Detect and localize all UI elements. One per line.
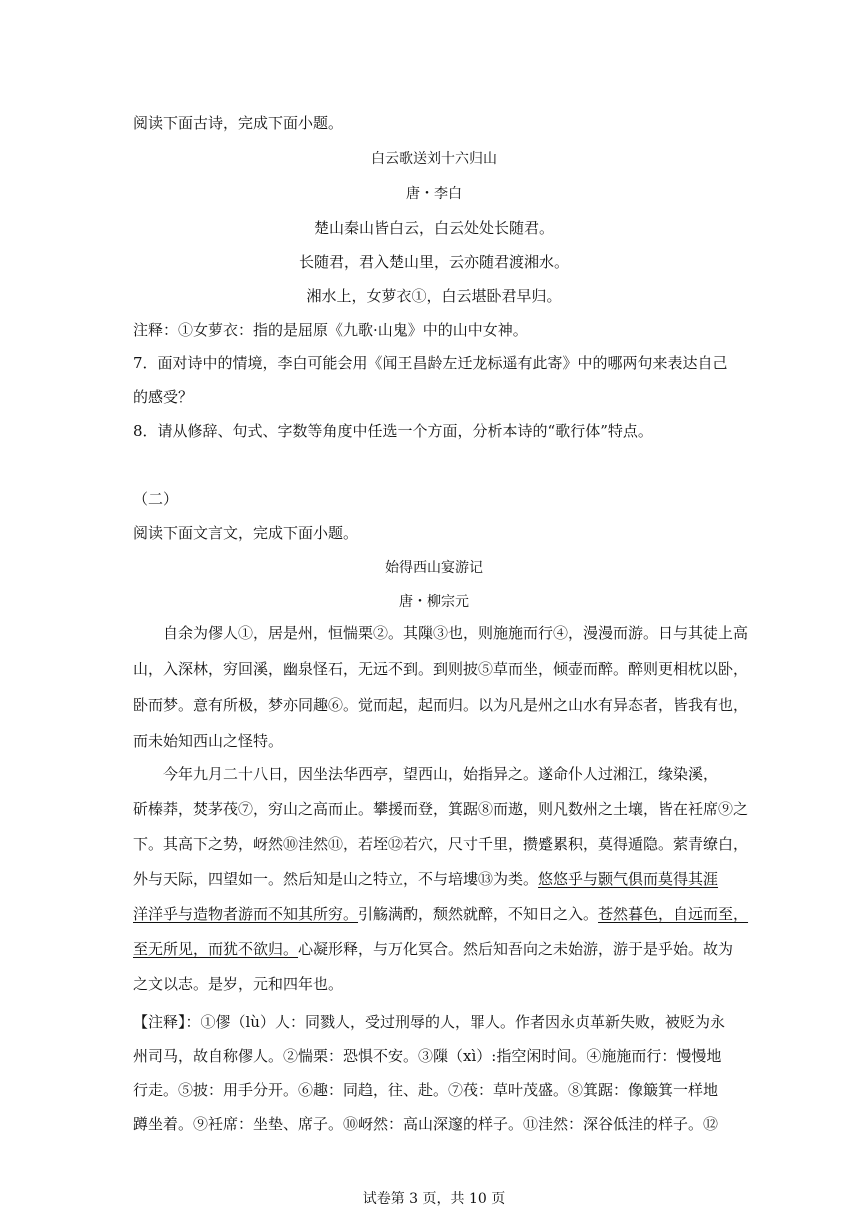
prose-line-3: 卧而梦。意有所极，梦亦同趣⑥。觉而起，起而归。以为凡是州之山水有异态者，皆我有也，	[133, 696, 749, 714]
prose-line-5: 今年九月二十八日，因坐法华西亭，望西山，始指异之。遂命仆人过湘江，缘染溪，	[133, 765, 719, 783]
prose-line-6: 斫榛莽，焚茅茷⑦，穷山之高而止。攀援而登，箕踞⑧而遨，则凡数州之土壤，皆在衽席⑨之	[133, 800, 749, 818]
prose-line-11: 之文以志。是岁，元和四年也。	[133, 975, 344, 993]
underlined-sentence-2b: 至无所见，而犹不欲归。	[133, 940, 299, 958]
prose-title: 始得西山宴游记	[385, 560, 483, 576]
poem-line-2: 长随君，君入楚山里，云亦随君渡湘水。	[298, 253, 569, 271]
prose-author: 唐・柳宗元	[399, 594, 469, 610]
poem-title: 白云歌送刘十六归山	[371, 151, 497, 167]
poem-note: 注释：①女萝衣：指的是屈原《九歌·山鬼》中的山中女神。	[133, 321, 528, 339]
question-7-line-2: 的感受？	[133, 388, 194, 406]
underlined-sentence-1b: 洋洋乎与造物者游而不知其所穷。	[133, 905, 359, 923]
poem-line-3: 湘水上，女萝衣①，白云堪卧君早归。	[306, 287, 562, 305]
prose-line-4: 而未始知西山之怪特。	[133, 732, 284, 750]
page-footer: 试卷第 3 页，共 10 页	[362, 1191, 506, 1207]
notes-line-2: 州司马，故自称僇人。②惴栗：恐惧不安。③隟（xì）:指空闲时间。④施施而行：慢慢地	[133, 1047, 722, 1065]
prose-line-9	[133, 903, 748, 924]
question-7-line-1: 7．面对诗中的情境，李白可能会用《闻王昌龄左迁龙标遥有此寄》中的哪两句来表达自己	[133, 354, 728, 372]
poem-author: 唐・李白	[406, 186, 462, 202]
underlined-sentence-1a: 悠悠乎与颢气俱而莫得其涯	[538, 870, 719, 888]
prose-line-2: 山，入深林，穷回溪，幽泉怪石，无远不到。到则披⑤草而坐，倾壶而醉。醉则更相枕以卧，	[133, 660, 749, 678]
underlined-sentence-2a: 苍然暮色，自远而至，	[598, 905, 749, 923]
question-8: 8．请从修辞、句式、字数等角度中任选一个方面，分析本诗的“歌行体”特点。	[133, 422, 653, 440]
prose-line-10-plain: 心凝形释，与万化冥合。然后知吾向之未始游，游于是乎始。故为	[298, 940, 734, 958]
notes-line-4: 蹲坐着。⑨衽席：坐垫、席子。⑩岈然：高山深邃的样子。⑪洼然：深谷低洼的样子。⑫	[133, 1115, 719, 1133]
notes-line-1: 【注释】：①僇（lù）人：同戮人，受过刑辱的人，罪人。作者因永贞革新失败，被贬为永	[133, 1013, 725, 1031]
prose-line-10	[133, 938, 733, 959]
instruction-poem: 阅读下面古诗，完成下面小题。	[133, 114, 344, 132]
instruction-prose: 阅读下面文言文，完成下面小题。	[133, 524, 359, 542]
poem-line-1: 楚山秦山皆白云，白云处处长随君。	[313, 219, 554, 237]
notes-line-3: 行走。⑤披：用手分开。⑥趣：同趋，往、赴。⑦茷：草叶茂盛。⑧箕踞：像簸箕一样地	[133, 1081, 719, 1099]
prose-line-7: 下。其高下之势，岈然⑩洼然⑪，若垤⑫若穴，尺寸千里，攒蹙累积，莫得遁隐。萦青缭白，	[133, 835, 749, 853]
prose-line-8-plain: 外与天际，四望如一。然后知是山之特立，不与培塿⑬为类。	[133, 870, 539, 888]
prose-line-1: 自余为僇人①，居是州，恒惴栗②。其隟③也，则施施而行④，漫漫而游。日与其徒上高	[133, 624, 749, 642]
section-heading: （二）	[133, 490, 179, 508]
prose-line-8	[133, 868, 718, 889]
prose-line-9-plain: 引觞满酌，颓然就醉，不知日之入。	[358, 905, 599, 923]
